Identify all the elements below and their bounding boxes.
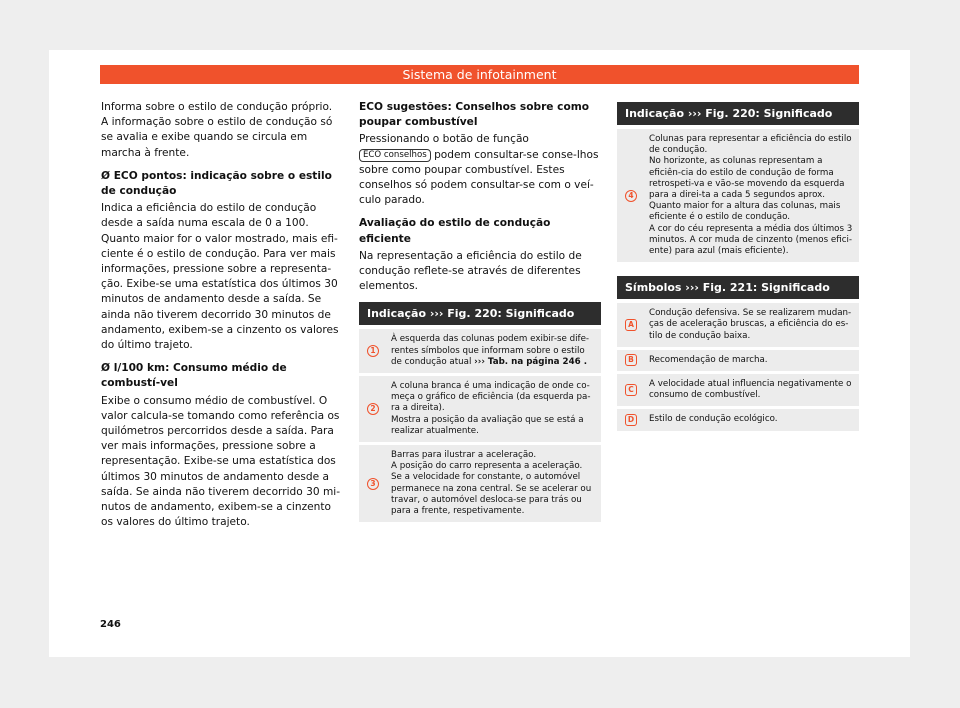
row-text: Recomendação de marcha. [649, 354, 768, 365]
table-indicacao-4 [617, 102, 859, 265]
table-indicacao-1-3 [359, 302, 601, 525]
row-text: Barras para ilustrar a aceleração. A posição do carro representa a aceleração. Se a velocidade for constante, o automóvel permanece na zona central. Se se acelerar ou travar, o automóvel desloca-se para trás ou para a frente, respetivamente. [391, 450, 592, 517]
row-text: Estilo de condução ecológico. [649, 414, 778, 425]
table-row [617, 303, 859, 348]
section-body-consumption: Exibe o consumo médio de combustível. O valor calcula-se tomando como referência os quilómetros percorridos desde a saída. Para ver mais informações, pressione sobre a representação. Exibe-se uma estatística dos últimos 30 minutos de andamento desde a saída. Se ainda não tiverem decorrido 30 mi-nutos de andamento, exibem-se a cinzento os valores do último trajeto. [101, 394, 341, 529]
table-title: Indicação ››› Fig. 220: Significado [617, 102, 859, 125]
page-number: 246 [100, 619, 121, 630]
eco-tips-text-before: Pressionando o botão de função [359, 133, 529, 146]
table-row [617, 348, 859, 372]
column-3 [617, 102, 859, 434]
row-text: A velocidade atual influencia negativamente o consumo de combustível. [649, 379, 852, 401]
page-header-title: Sistema de infotainment [100, 65, 859, 84]
callout-number-badge: 4 [625, 190, 637, 202]
symbol-letter-badge: D [625, 414, 637, 426]
callout-number-badge: 2 [367, 403, 379, 415]
column-2 [359, 100, 601, 525]
section-body-eco-tips [359, 132, 601, 208]
eco-conselhos-button: ECO conselhos [359, 149, 431, 162]
row-text: Condução defensiva. Se se realizarem mudan-ças de aceleração bruscas, a eficiência do es-tilo de condução baixa. [649, 308, 852, 341]
section-heading-efficiency: Avaliação do estilo de condução eficiente [359, 217, 551, 245]
section-heading-consumption: Ø l/100 km: Consumo médio de combustí-vel [101, 362, 287, 390]
section-body-eco-points: Indica a eficiência do estilo de condução desde a saída numa escala de 0 a 100. Quanto maior for o valor mostrado, mais efi-ciente é o estilo de condução. Para ver mais informações, pressione sobre a representa-ção. Exibe-se uma estatística dos últimos 30 minutos de andamento desde a saída. Se ainda não tiverem decorrido 30 minutos de andamento, exibem-se a cinzento os valores do último trajeto. [101, 202, 339, 352]
symbol-letter-badge: C [625, 384, 637, 396]
section-heading-eco-tips: ECO sugestões: Conselhos sobre como poupar combustível [359, 101, 590, 129]
table-row [617, 373, 859, 408]
table-simbolos [617, 276, 859, 433]
section-body-efficiency: Na representação a eficiência do estilo de condução reflete-se através de diferentes elementos. [359, 249, 582, 293]
row-text: À esquerda das colunas podem exibir-se dife-rentes símbolos que informam sobre o estilo de condução atual [391, 334, 590, 367]
table-title: Símbolos ››› Fig. 221: Significado [617, 276, 859, 299]
table-row [617, 408, 859, 432]
row-text: Colunas para representar a eficiência do estilo de condução. No horizonte, as colunas representam a eficiên-cia do estilo de condução de forma retrospeti-va e vão-se movendo da esquerda para a direi-ta a cada 5 segundos aprox. Quanto maior for a altura das colunas, mais eficiente é o estilo de condução. A cor do céu representa a média dos últimos 3 minutos. A cor muda de cinzento (menos efici-ente) para azul (mais eficiente). [649, 134, 853, 257]
cross-reference-link: ››› Tab. na página 246 . [474, 356, 588, 367]
table-row [359, 329, 601, 374]
table-title: Indicação ››› Fig. 220: Significado [359, 302, 601, 325]
section-heading-eco-points: Ø ECO pontos: indicação sobre o estilo de condução [101, 169, 332, 198]
column-1 [101, 100, 341, 538]
callout-number-badge: 3 [367, 478, 379, 490]
symbol-letter-badge: A [625, 319, 637, 331]
row-text: A coluna branca é uma indicação de onde co-meça o gráfico de eficiência (da esquerda pa-ra a direita). Mostra a posição da avaliação que se está a realizar atualmente. [391, 381, 591, 436]
eco-tips-text-after: podem consultar-se conse-lhos sobre como poupar combustível. Estes conselhos só podem consultar-se com o veí-culo parado. [359, 148, 599, 207]
table-row [359, 444, 601, 524]
table-row [359, 375, 601, 444]
table-row [617, 129, 859, 264]
symbol-letter-badge: B [625, 354, 637, 366]
intro-paragraph: Informa sobre o estilo de condução próprio. A informação sobre o estilo de condução só se avalia e exibe quando se circula em marcha à frente. [101, 101, 333, 159]
callout-number-badge: 1 [367, 345, 379, 357]
